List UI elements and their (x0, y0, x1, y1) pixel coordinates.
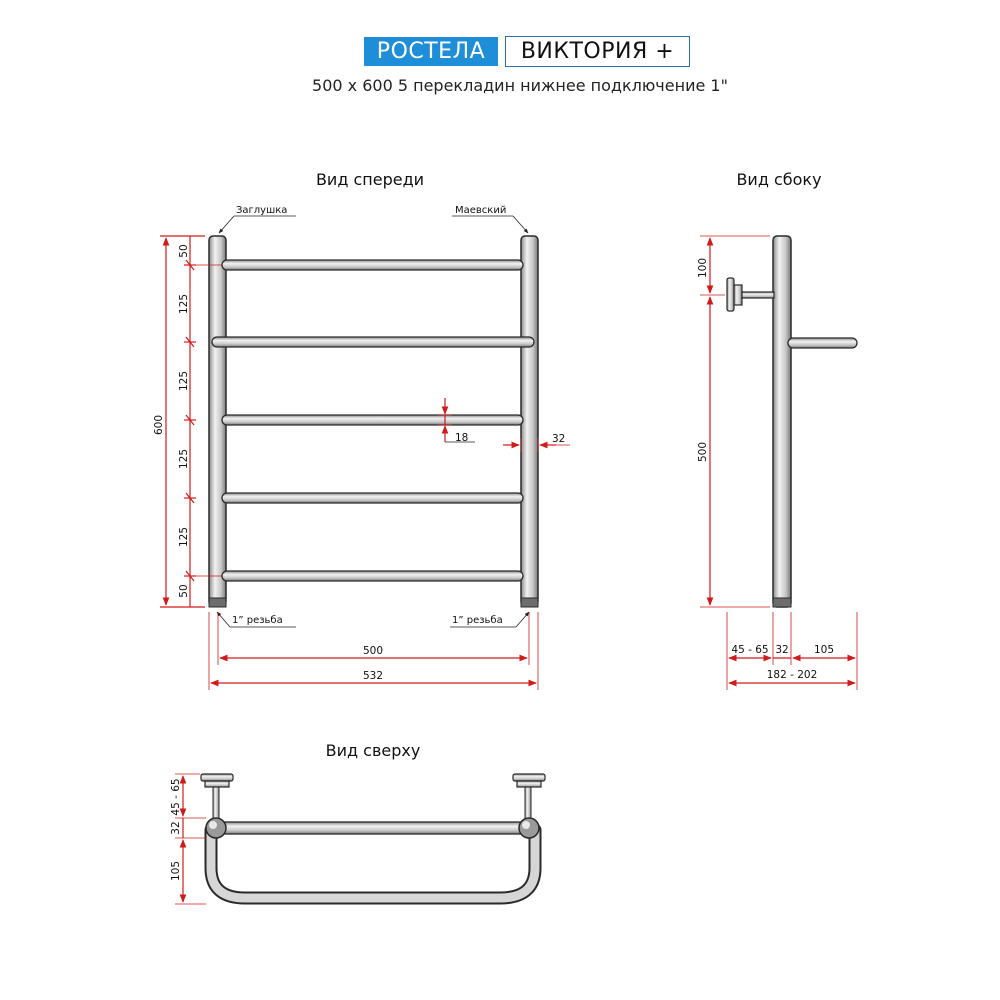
callout-thread-right: 1” резьба (452, 615, 503, 626)
dim-segment-5: 125 (178, 526, 190, 548)
crossbar-3 (222, 415, 523, 425)
callout-thread-left: 1” резьба (232, 615, 283, 626)
side-view-title: Вид сбоку (736, 170, 822, 189)
callout-plug: Заглушка (236, 205, 288, 216)
bracket-flange (727, 278, 734, 311)
dim-segment-2: 125 (178, 293, 190, 315)
crossbar-4 (222, 493, 523, 503)
top-right-flange (513, 774, 545, 781)
side-dim-depth: 105 (813, 644, 835, 656)
top-left-pipe (206, 818, 226, 838)
crossbar-2 (212, 337, 534, 347)
product-subtitle: 500 х 600 5 перекладин нижнее подключение 1" (312, 76, 728, 95)
top-dim-offset: 45 - 65 (170, 778, 182, 816)
top-dim-pipe: 32 (170, 821, 182, 835)
side-crossbar (788, 338, 857, 348)
top-right-bracket-rod (525, 786, 531, 820)
side-dim-main: 500 (697, 441, 709, 463)
top-view-title: Вид сверху (325, 741, 421, 760)
brand-logo: РОСТЕЛА (364, 37, 498, 66)
dim-segment-bottom: 50 (178, 584, 190, 598)
model-name: ВИКТОРИЯ + (505, 36, 690, 67)
dim-bar-diameter: 18 (455, 432, 469, 444)
top-left-flange (201, 774, 233, 781)
side-dim-pipe: 32 (775, 644, 789, 656)
right-thread (521, 598, 538, 607)
front-view-title: Вид спереди (315, 170, 425, 189)
top-left-disc (205, 781, 229, 787)
top-u-bar-inner (211, 830, 535, 898)
dim-pipe-diameter: 32 (552, 433, 566, 445)
side-dim-offset: 45 - 65 (731, 644, 769, 656)
front-view (153, 170, 570, 690)
bracket-disc (734, 285, 742, 305)
callout-air-valve: Маевский (455, 205, 507, 216)
top-right-disc (517, 781, 541, 787)
crossbar-1 (222, 260, 523, 270)
bracket-rod (742, 292, 774, 298)
dim-segment-3: 125 (178, 370, 190, 392)
dim-outer-width: 532 (362, 670, 384, 682)
side-vertical-pipe (773, 236, 791, 607)
side-dim-top: 100 (697, 257, 709, 279)
crossbar-5 (222, 571, 523, 581)
side-dim-total: 182 - 202 (766, 669, 818, 681)
left-thread (209, 598, 226, 607)
top-view (170, 741, 545, 904)
side-thread (773, 598, 791, 607)
side-view (697, 170, 857, 690)
dim-total-height: 600 (153, 414, 165, 436)
dim-segment-top: 50 (178, 244, 190, 258)
dim-segment-4: 125 (178, 448, 190, 470)
top-dim-depth: 105 (170, 860, 182, 882)
top-u-bar-outer (211, 830, 535, 898)
top-left-bracket-rod (213, 786, 219, 820)
top-right-pipe (519, 818, 539, 838)
dim-inner-width: 500 (362, 645, 384, 657)
top-crossbar (218, 822, 528, 834)
